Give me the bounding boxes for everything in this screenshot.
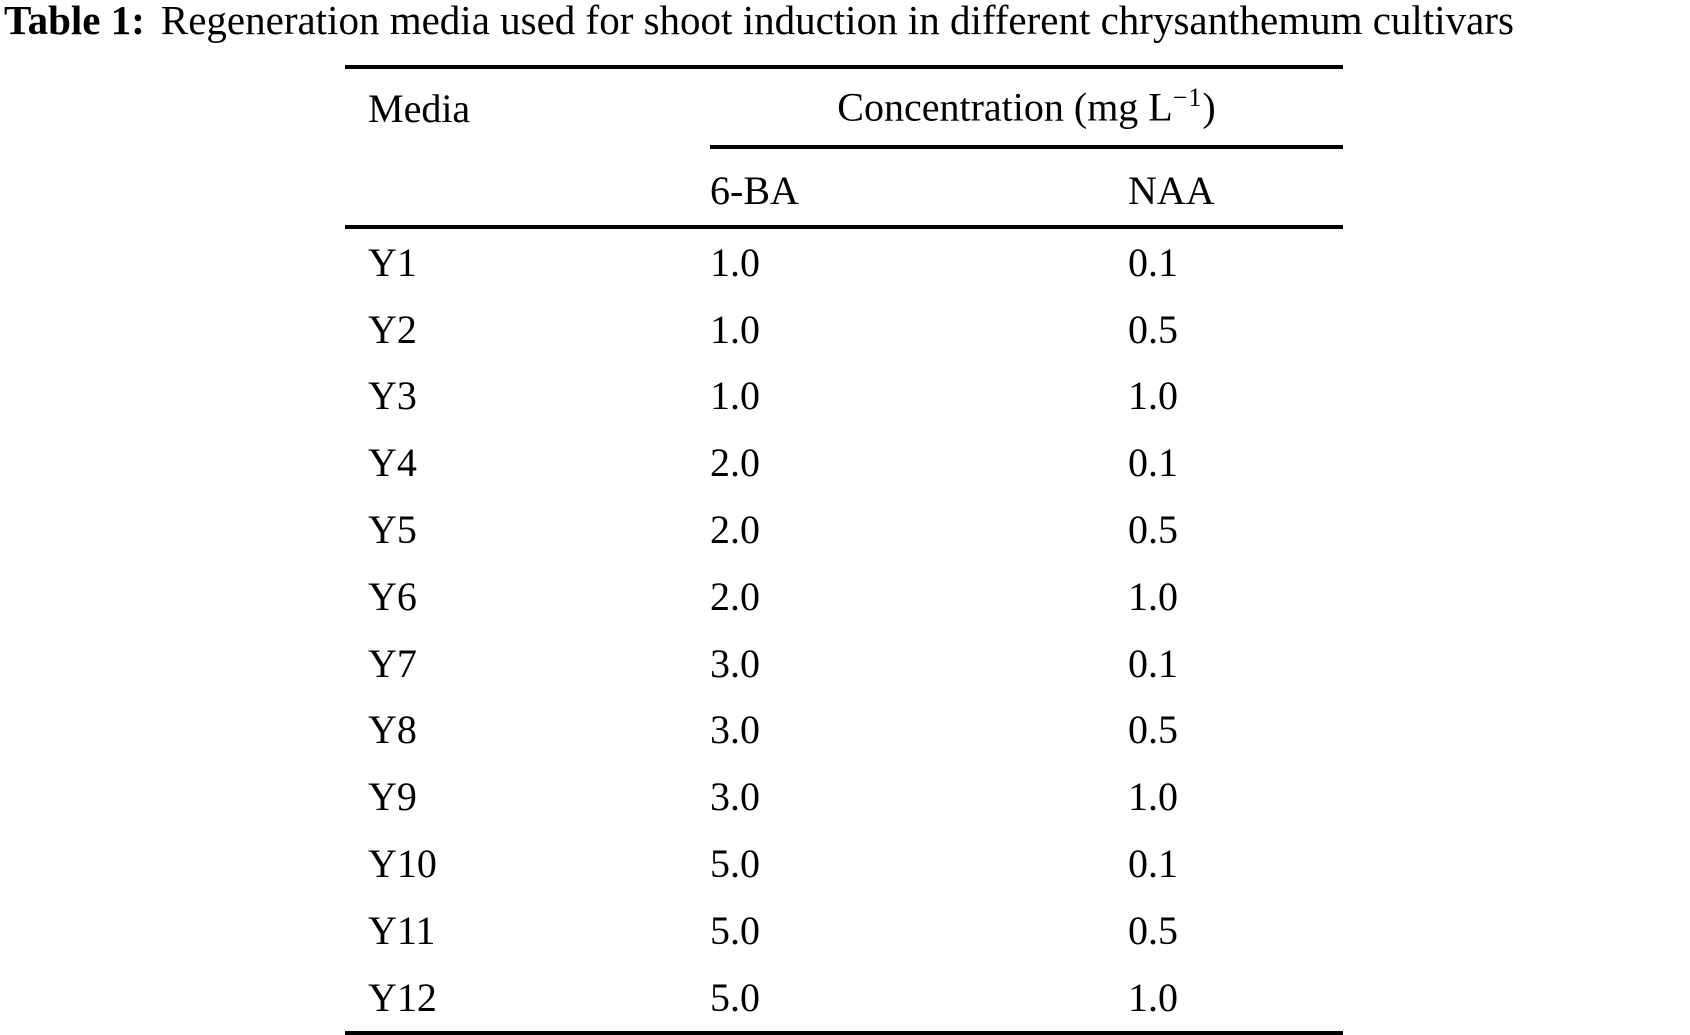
ba-cell: 1.0 (710, 306, 760, 352)
media-cell: Y10 (368, 841, 437, 887)
media-cell: Y11 (368, 907, 436, 953)
concentration-unit-superscript: −1 (1172, 83, 1203, 113)
table-row (345, 296, 1343, 363)
ba-cell: 3.0 (710, 707, 760, 753)
table-row (345, 227, 1343, 296)
subheader-6ba: 6-BA (710, 147, 1128, 227)
table-caption (4, 0, 1514, 46)
table-row (345, 897, 1343, 964)
media-cell: Y4 (368, 440, 417, 486)
concentration-label-prefix: Concentration (mg L (837, 84, 1173, 130)
media-cell: Y12 (368, 974, 437, 1020)
media-cell: Y6 (368, 573, 417, 619)
naa-cell: 0.5 (1128, 907, 1178, 953)
ba-cell: 3.0 (710, 640, 760, 686)
table-row (345, 830, 1343, 897)
ba-cell: 1.0 (710, 239, 760, 285)
ba-cell: 5.0 (710, 907, 760, 953)
naa-cell: 0.5 (1128, 306, 1178, 352)
table-row (345, 563, 1343, 630)
regeneration-media-table (345, 65, 1343, 1035)
ba-cell: 2.0 (710, 440, 760, 486)
table-container (345, 65, 1343, 1035)
table-header (345, 67, 1343, 227)
table-row (345, 429, 1343, 496)
header-row-top (345, 67, 1343, 147)
ba-cell: 5.0 (710, 974, 760, 1020)
table-row (345, 630, 1343, 697)
subheader-naa: NAA (1128, 147, 1343, 227)
table-row (345, 697, 1343, 764)
media-cell: Y9 (368, 774, 417, 820)
ba-cell: 5.0 (710, 841, 760, 887)
table-body (345, 227, 1343, 1033)
media-cell: Y8 (368, 707, 417, 753)
naa-cell: 0.5 (1128, 707, 1178, 753)
table-row (345, 496, 1343, 563)
concentration-column-header (710, 67, 1343, 147)
naa-cell: 0.1 (1128, 640, 1178, 686)
naa-cell: 0.1 (1128, 440, 1178, 486)
table-row (345, 763, 1343, 830)
naa-cell: 0.1 (1128, 239, 1178, 285)
spacer-cell (345, 147, 710, 227)
media-cell: Y7 (368, 640, 417, 686)
header-row-sub (345, 147, 1343, 227)
naa-cell: 0.5 (1128, 507, 1178, 553)
media-cell: Y5 (368, 507, 417, 553)
table-caption-label: Table 1: (4, 0, 145, 43)
naa-cell: 1.0 (1128, 774, 1178, 820)
media-cell: Y3 (368, 373, 417, 419)
table-row (345, 964, 1343, 1033)
media-column-header: Media (368, 85, 471, 131)
naa-cell: 0.1 (1128, 841, 1178, 887)
ba-cell: 2.0 (710, 507, 760, 553)
concentration-label-suffix: ) (1202, 84, 1216, 130)
naa-cell: 1.0 (1128, 373, 1178, 419)
ba-cell: 1.0 (710, 373, 760, 419)
naa-cell: 1.0 (1128, 974, 1178, 1020)
media-cell: Y2 (368, 306, 417, 352)
media-cell: Y1 (368, 239, 417, 285)
ba-cell: 3.0 (710, 774, 760, 820)
ba-cell: 2.0 (710, 573, 760, 619)
table-caption-text: Regeneration media used for shoot induction in different chrysanthemum cultivars (160, 0, 1514, 43)
table-row (345, 363, 1343, 430)
naa-cell: 1.0 (1128, 573, 1178, 619)
